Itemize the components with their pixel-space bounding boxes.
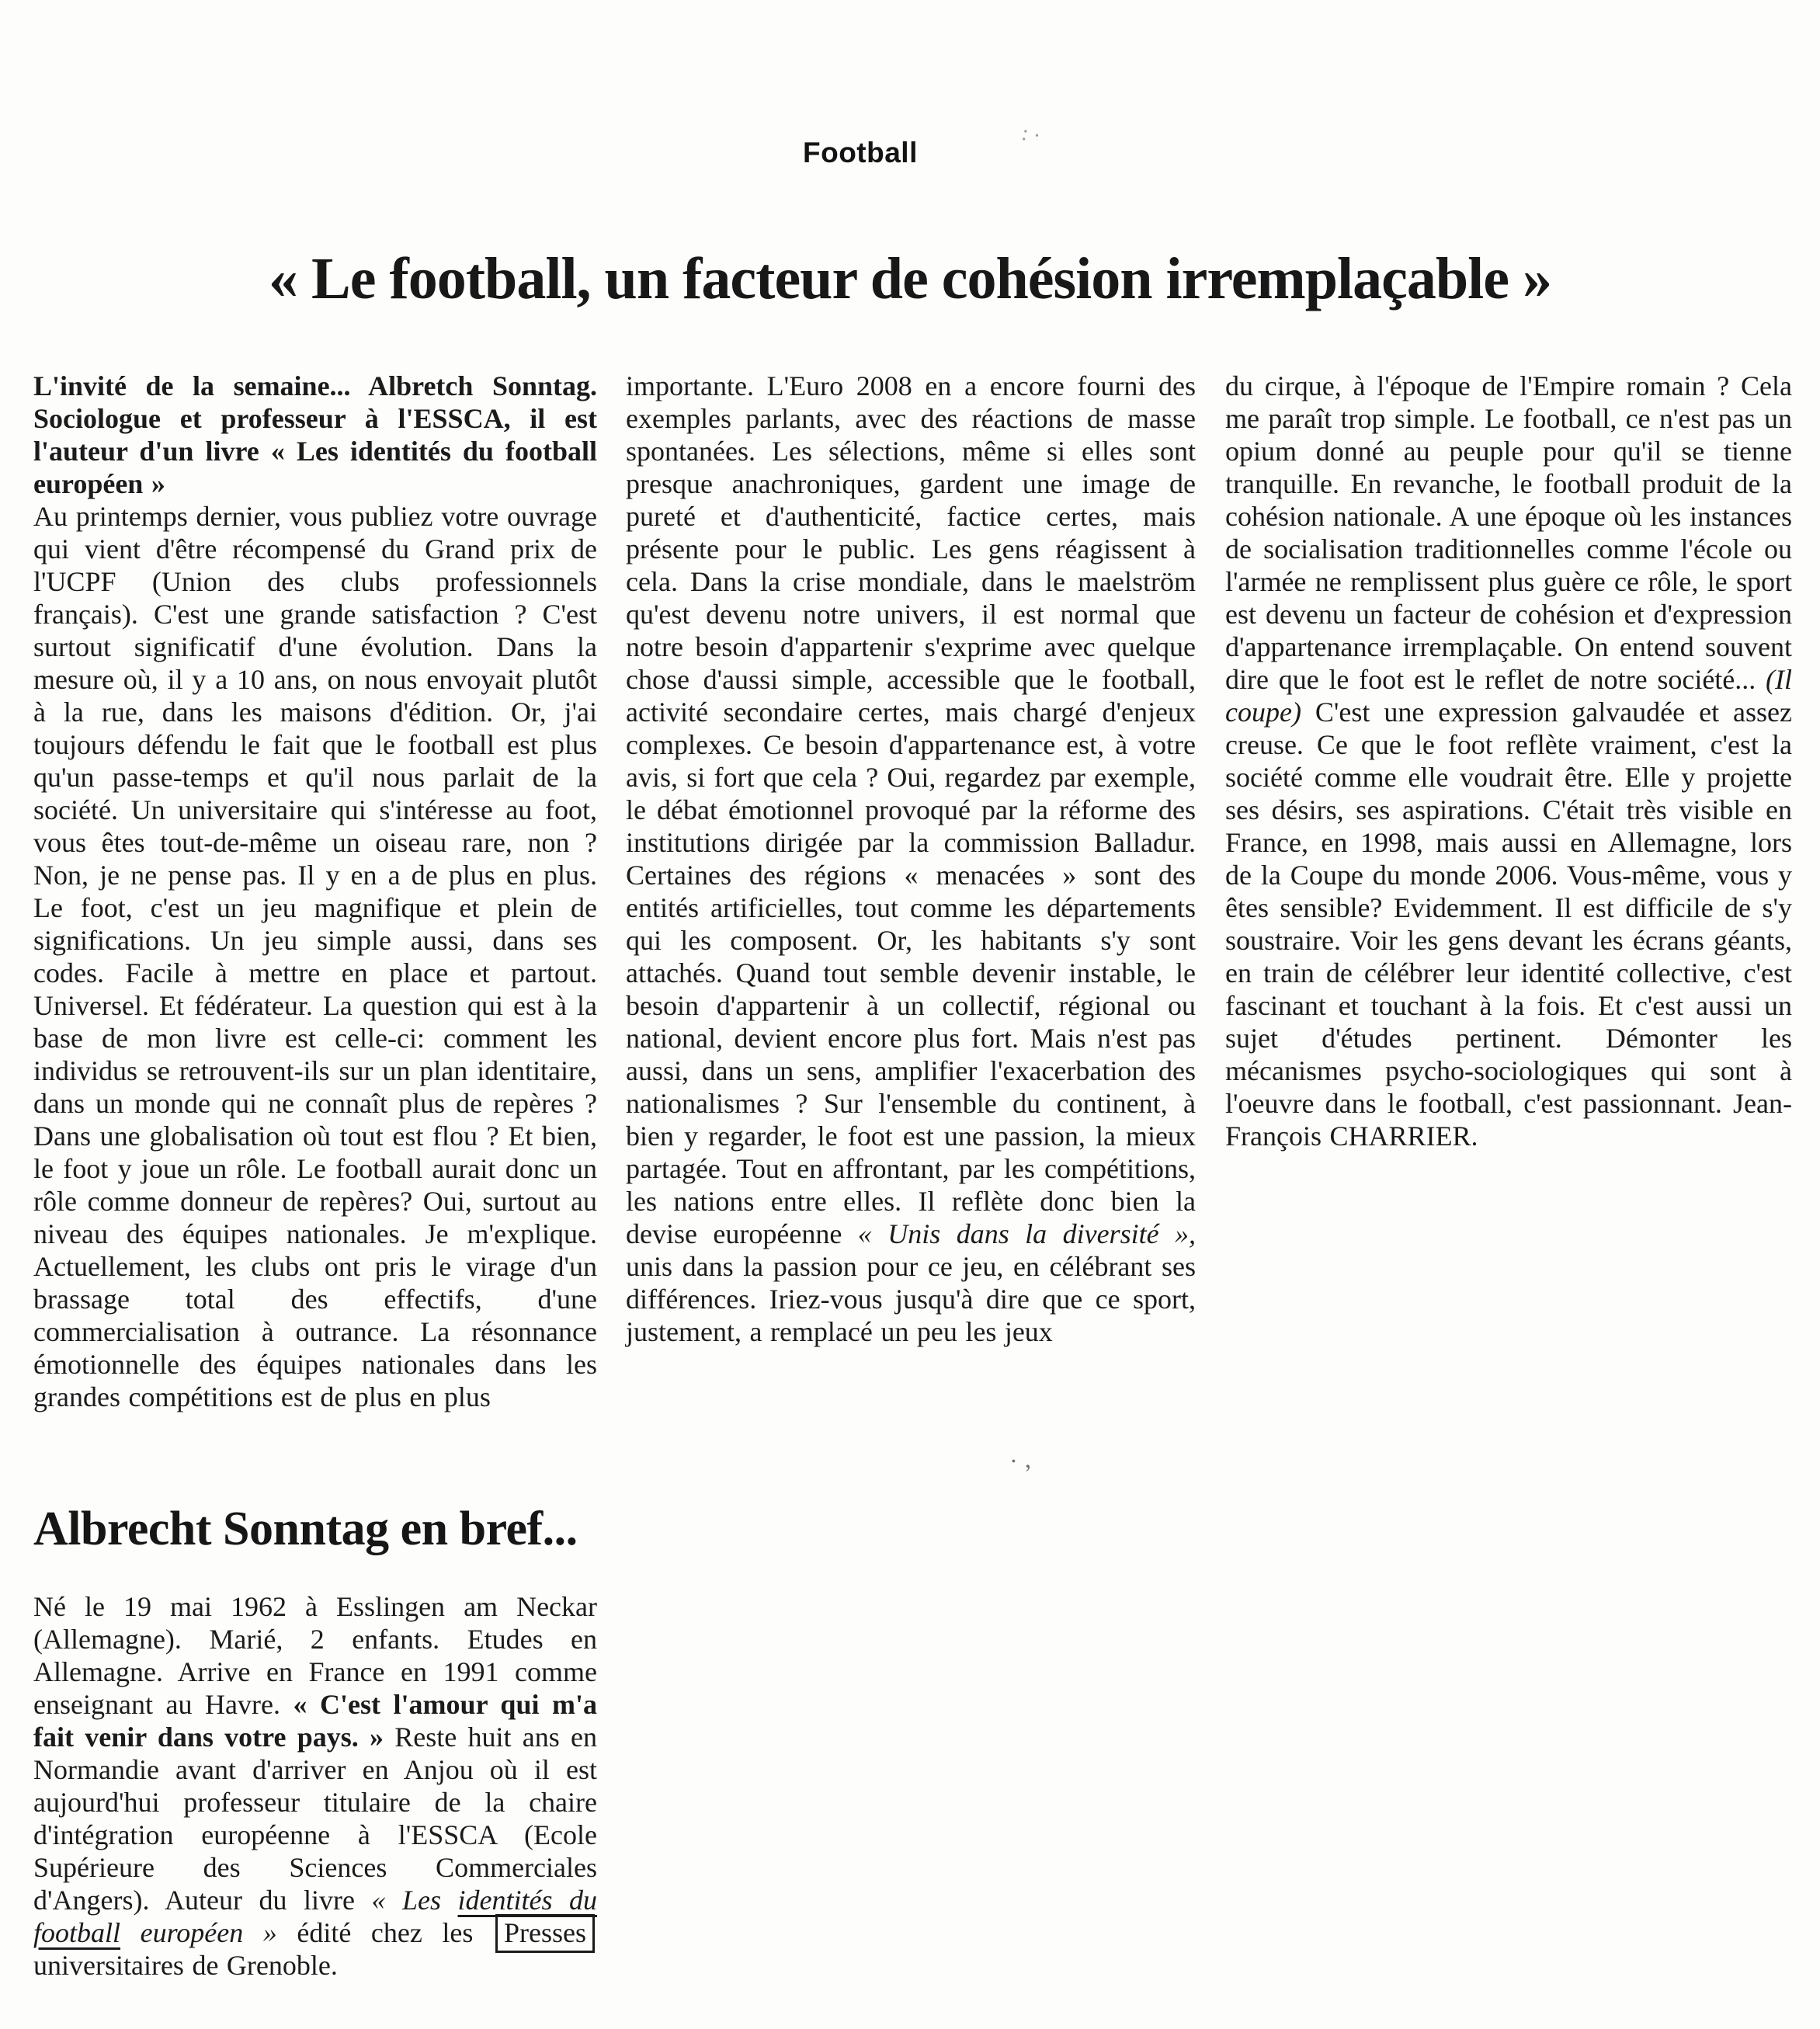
text-segment: Au printemps dernier, vous publiez votre ouvrage qui vient d'être récompensé du Grand prix de l'UCPF (Union des clubs professionnels français). C'est une grande satisfaction ? C'est surtout significatif d'une évolution. Dans la mesure où, il y a 10 ans, on nous envoyait plutôt à la rue, dans les maisons d'édition. Or, j'ai toujours défendu le fait que le football est plus qu'un passe-temps et qu'il nous parlait de la société. Un universitaire qui s'intéresse au foot, vous êtes tout-de-même un oiseau rare, non ? Non, je ne pense pas. Il y en a de plus en plus. Le foot, c'est un jeu magnifique et plein de significations. Un jeu simple aussi, dans ses codes. Facile à mettre en place et partout. Universel. Et fédérateur. La question qui est à la base de mon livre est celle-ci: comment les individus se retrouvent-ils sur un plan identitaire, dans un monde qui ne connaît plus de repères ? Dans une globalisation où tout est flou ? Et bien, le foot y joue un rôle. Le football aurait donc un rôle comme donneur de repères? Oui, surtout au niveau des équipes nationales. Je m'explique. Actuellement, les clubs ont pris le virage d'un brassage total des effectifs, d'une commercialisation à outrance. La résonnance émotionnelle des équipes nationales dans les grandes compétitions est de plus en plus <box>33 501 597 1412</box>
scan-speck-bottom: · , <box>1007 1444 1032 1475</box>
column-2 <box>626 370 1196 1348</box>
text-segment: « C'est l'amour qui m'a fait venir dans votre pays. » <box>33 1689 598 1753</box>
text-segment: L'invité de la semaine... Albretch Sonntag. Sociologue et professeur à l'ESSCA, il est l'auteur d'un livre « Les identités du football européen » <box>33 370 597 499</box>
article-title: « Le football, un facteur de cohésion irremplaçable » <box>269 246 1551 311</box>
text-segment: « Unis dans la diversité », <box>857 1218 1197 1249</box>
en-bref-paragraph <box>33 1590 597 1982</box>
column-1-text <box>33 500 597 1413</box>
column-1 <box>33 370 597 1413</box>
article-kicker: Football <box>803 137 918 169</box>
text-segment: « Les <box>371 1885 458 1916</box>
text-segment: (Il coupe) <box>1225 664 1792 728</box>
text-segment: édité chez les <box>276 1917 494 1948</box>
text-segment: européen » <box>120 1917 277 1948</box>
section-heading-en-bref: Albrecht Sonntag en bref... <box>33 1503 578 1555</box>
column-3-text <box>1225 370 1792 1152</box>
text-segment: Né le 19 mai 1962 à Esslingen am Neckar (Allemagne). Marié, 2 enfants. Etudes en Allemagne. Arrive en France en 1991 comme enseignant au Havre. <box>33 1591 597 1720</box>
text-segment: du cirque, à l'époque de l'Empire romain ? Cela me paraît trop simple. Le football, ce n'est pas un opium donné au peuple pour qu'il se tienne tranquille. En revanche, le football produit de la cohésion nationale. A une époque où les instances de socialisation traditionnelles comme l'école ou l'armée ne remplissent plus guère ce rôle, le sport est devenu un facteur de cohésion et d'expression d'appartenance irremplaçable. On entend souvent dire que le foot est le reflet de notre société... <box>1225 370 1792 695</box>
intro-paragraph <box>33 370 597 500</box>
text-segment: importante. L'Euro 2008 en a encore fourni des exemples parlants, avec des réactions de masse spontanées. Les sélections, même si elles sont presque anachroniques, gardent une image de pureté et d'authenticité, factice certes, mais présente pour le public. Les gens réagissent à cela. Dans la crise mondiale, dans le maelström qu'est devenu notre univers, il est normal que notre besoin d'appartenir s'exprime avec quelque chose d'aussi simple, accessible que le football, activité secondaire certes, mais chargé d'enjeux complexes. Ce besoin d'appartenance est, à votre avis, si fort que cela ? Oui, regardez par exemple, le débat émotionnel provoqué par la réforme des institutions dirigée par la commission Balladur. Certaines des régions « menacées » sont des entités artificielles, tout comme les départements qui les composent. Or, les habitants s'y sont attachés. Quand tout semble devenir instable, le besoin d'appartenir à un collectif, régional ou national, devient encore plus fort. Mais n'est pas aussi, dans un sens, amplifier l'exacerbation des nationalismes ? Sur l'ensemble du continent, à bien y regarder, le foot est une passion, la mieux partagée. Tout en affrontant, par les compétitions, les nations entre elles. Il reflète donc bien la devise européenne <box>626 370 1196 1249</box>
boxed-word: Presses <box>495 1914 595 1953</box>
text-segment: C'est une expression galvaudée et assez creuse. Ce que le foot reflète vraiment, c'est la société comme elle voudrait être. Elle y projette ses désirs, ses aspirations. C'était très visible en France, en 1998, mais aussi en Allemagne, lors de la Coupe du monde 2006. Vous-même, vous y êtes sensible? Evidemment. Il est difficile de s'y soustraire. Voir les gens devant les écrans géants, en train de célébrer leur identité collective, c'est fascinant et touchant à la fois. Et c'est aussi un sujet d'études pertinent. Démonter les mécanismes psycho-sociologiques qui sont à l'oeuvre dans le football, c'est passionnant. Jean-François CHARRIER. <box>1225 697 1792 1152</box>
text-segment: universitaires de Grenoble. <box>33 1950 338 1981</box>
text-segment: identités du football <box>33 1885 598 1948</box>
text-segment: Reste huit ans en Normandie avant d'arriver en Anjou où il est aujourd'hui professeur titulaire de la chaire d'intégration européenne à l'ESSCA (Ecole Supérieure des Sciences Commerciales d'Angers). Auteur du livre <box>33 1722 597 1916</box>
text-segment: unis dans la passion pour ce jeu, en célébrant ses différences. Iriez-vous jusqu'à dire que ce sport, justement, a remplacé un peu les jeux <box>626 1251 1196 1347</box>
column-3 <box>1225 370 1792 1152</box>
scan-speck-top: : · <box>1019 120 1044 149</box>
column-2-text <box>626 370 1196 1348</box>
